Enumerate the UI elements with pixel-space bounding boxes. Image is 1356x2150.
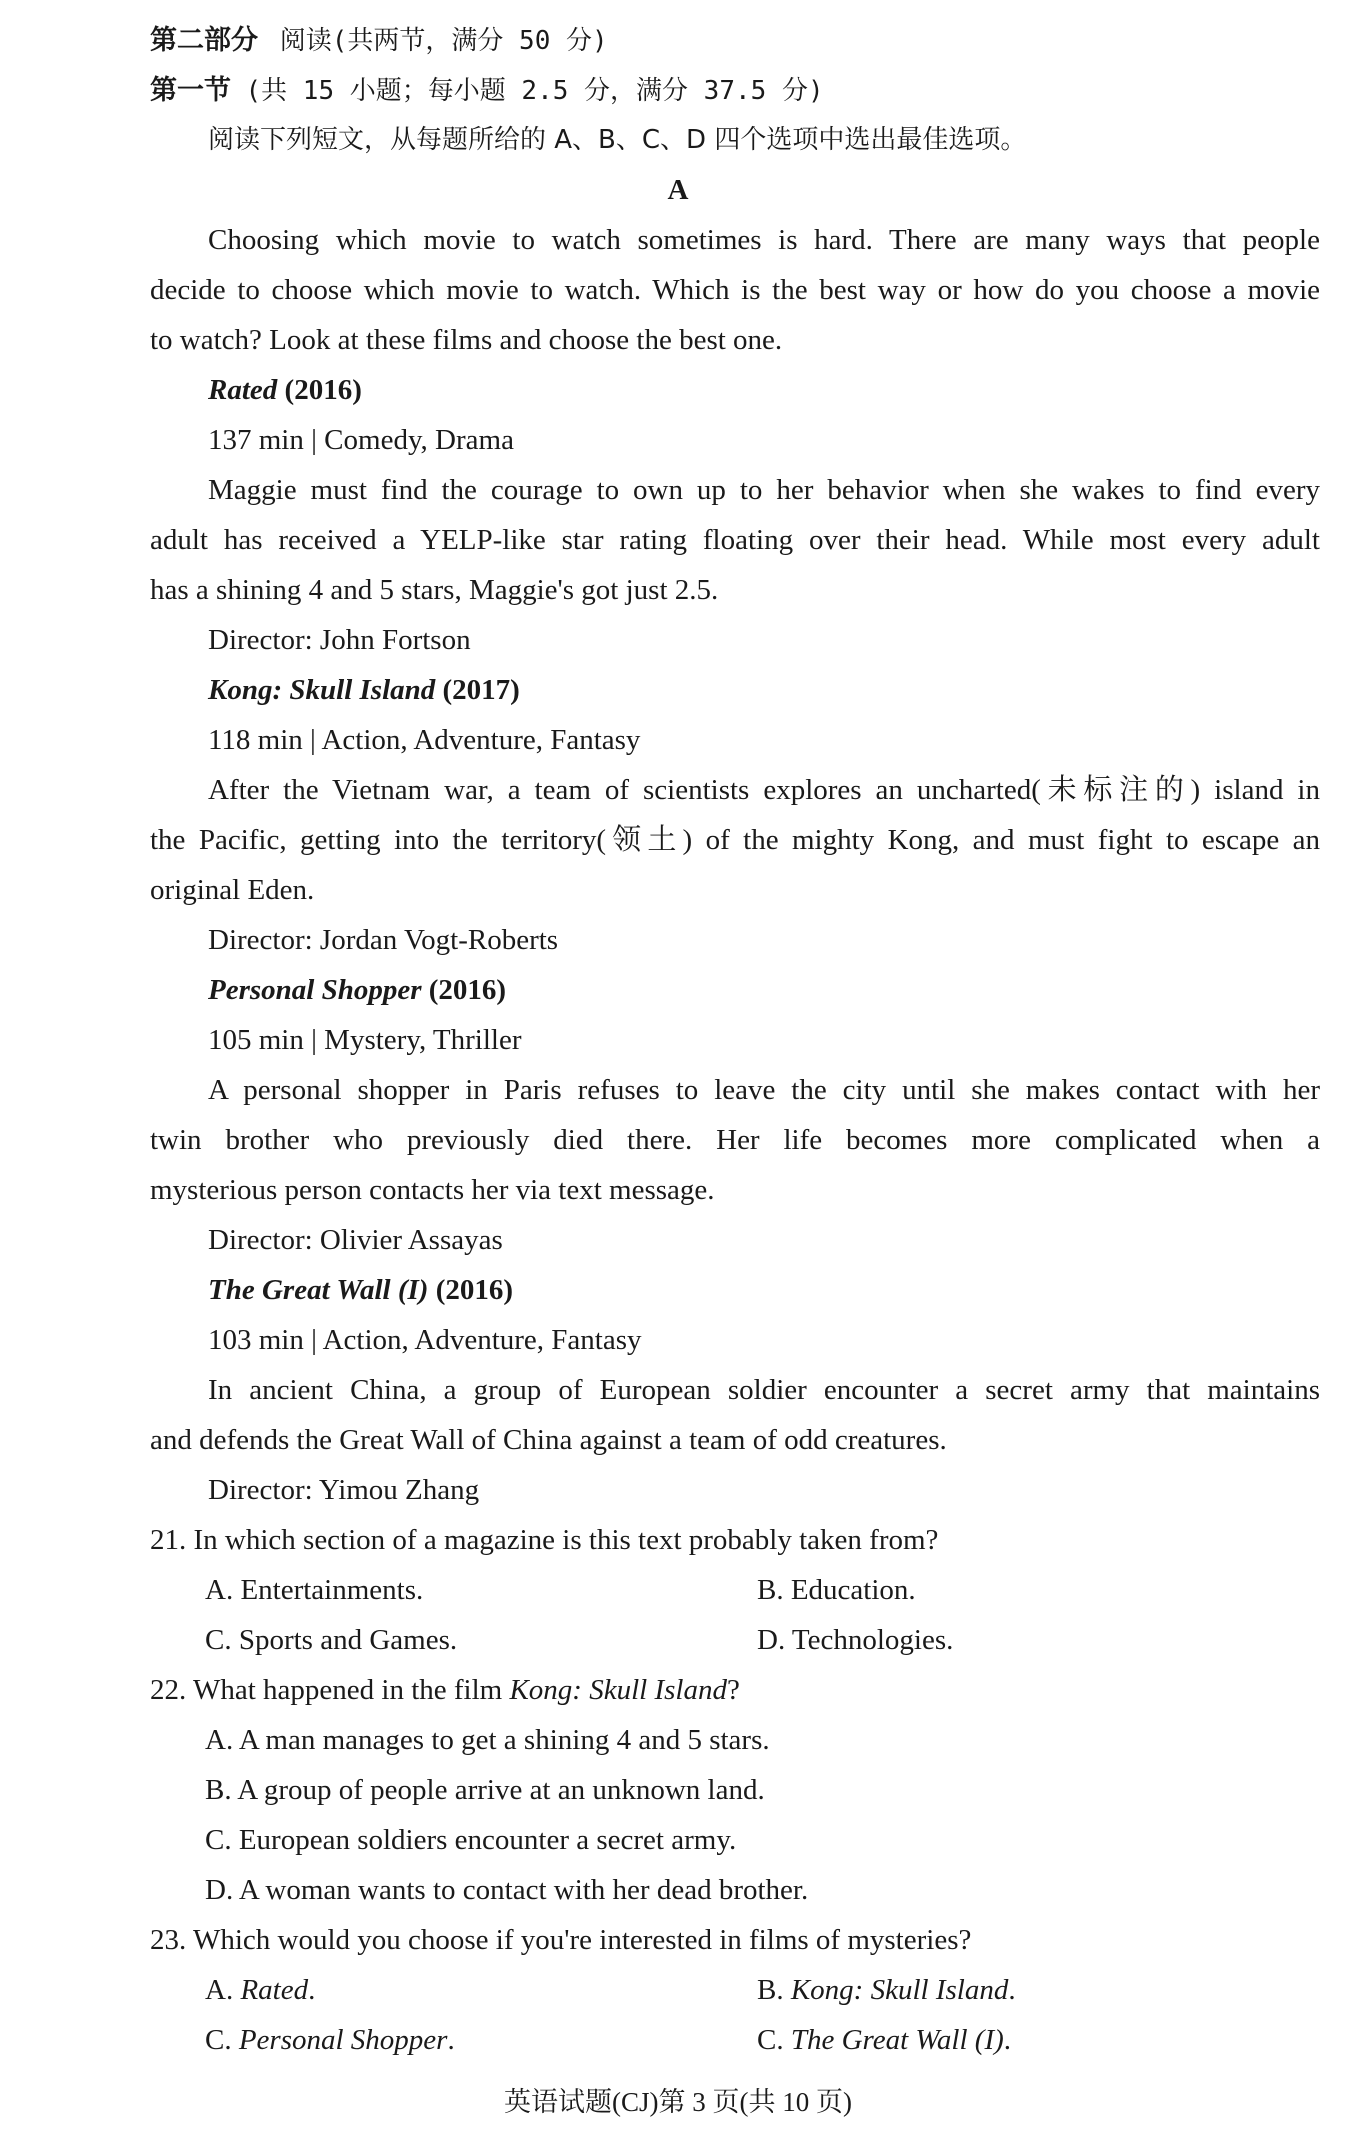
film-director: Director: Jordan Vogt-Roberts: [208, 924, 559, 956]
option-letter: A.: [205, 1974, 241, 2006]
option-letter: C.: [205, 2024, 239, 2056]
film-director: Director: Olivier Assayas: [208, 1224, 503, 1256]
film-title: Personal Shopper: [208, 974, 422, 1006]
film-title: Rated: [208, 374, 278, 406]
film-desc: In ancient China, a group of European soldier encounter a secret army that maintains: [208, 1374, 1320, 1406]
option-end: .: [447, 2024, 455, 2056]
film-desc: has a shining 4 and 5 stars, Maggie's got just 2.5.: [150, 574, 719, 606]
film-desc: and defends the Great Wall of China against a team of odd creatures.: [150, 1424, 947, 1456]
film-title: Kong: Skull Island: [208, 674, 436, 706]
film-title-line: [208, 965, 1320, 1015]
film-title-line: [208, 665, 1320, 715]
answer-option[interactable]: B. Education.: [757, 1574, 916, 1606]
film-meta: 105 min | Mystery, Thriller: [208, 1024, 522, 1056]
answer-option[interactable]: C. Sports and Games.: [205, 1624, 458, 1656]
part-subtitle: 阅读(共两节，满分 50 分): [279, 26, 608, 56]
section-heading: [150, 65, 1320, 115]
film-desc: mysterious person contacts her via text message.: [150, 1174, 715, 1206]
option-end: .: [1003, 2024, 1012, 2056]
answer-option[interactable]: B. A group of people arrive at an unknown land.: [205, 1774, 765, 1806]
film-desc: the Pacific, getting into the territory(领土) of the mighty Kong, and must fight to escape an: [150, 824, 1320, 856]
option-letter: B.: [757, 1974, 791, 2006]
section-title: 第一节: [150, 75, 231, 106]
film-desc: twin brother who previously died there. Her life becomes more complicated when a: [150, 1124, 1320, 1156]
answer-option[interactable]: C. European soldiers encounter a secret army.: [205, 1824, 737, 1856]
intro-line: decide to choose which movie to watch. Which is the best way or how do you choose a movie: [150, 274, 1320, 306]
question-stem-end: ?: [726, 1674, 740, 1706]
question-stem-text: 22. What happened in the film: [150, 1674, 510, 1706]
film-desc: After the Vietnam war, a team of scientists explores an uncharted(未标注的) island in: [208, 774, 1320, 806]
answer-option[interactable]: A. Entertainments.: [205, 1574, 424, 1606]
question-stem: 23. Which would you choose if you're interested in films of mysteries?: [150, 1924, 972, 1956]
section-subtitle: (共 15 小题；每小题 2.5 分，满分 37.5 分): [245, 76, 824, 106]
passage-label: A: [667, 174, 689, 206]
option-text: Kong: Skull Island: [790, 1974, 1009, 2006]
film-meta: 103 min | Action, Adventure, Fantasy: [208, 1324, 642, 1356]
part-heading: [150, 15, 1320, 65]
film-title-line: [208, 365, 1320, 415]
page-footer: 英语试题(CJ)第 3 页(共 10 页): [504, 2087, 852, 2117]
film-director: Director: Yimou Zhang: [208, 1474, 480, 1506]
answer-option[interactable]: D. Technologies.: [757, 1624, 954, 1656]
film-year: (2017): [442, 674, 520, 706]
film-desc: Maggie must find the courage to own up to her behavior when she wakes to find every: [208, 474, 1320, 506]
question-stem-film: Kong: Skull Island: [509, 1674, 727, 1706]
answer-option[interactable]: [205, 1965, 315, 2015]
answer-option[interactable]: D. A woman wants to contact with her dead brother.: [205, 1874, 809, 1906]
film-desc: original Eden.: [150, 874, 315, 906]
film-director: Director: John Fortson: [208, 624, 471, 656]
option-text: Personal Shopper: [238, 2024, 448, 2056]
question-stem: [150, 1665, 1320, 1715]
intro-line: to watch? Look at these films and choose the best one.: [150, 324, 783, 356]
film-year: (2016): [284, 374, 362, 406]
film-year: (2016): [428, 974, 507, 1006]
film-meta: 137 min | Comedy, Drama: [208, 424, 514, 456]
option-end: .: [308, 1974, 316, 2006]
instruction: 阅读下列短文，从每题所给的 A、B、C、D 四个选项中选出最佳选项。: [208, 125, 1027, 155]
question-stem: 21. In which section of a magazine is this text probably taken from?: [150, 1524, 939, 1556]
film-desc: adult has received a YELP-like star rating floating over their head. While most every adult: [150, 524, 1320, 556]
answer-option[interactable]: A. A man manages to get a shining 4 and 5 stars.: [205, 1724, 770, 1756]
film-desc: A personal shopper in Paris refuses to leave the city until she makes contact with her: [208, 1074, 1320, 1106]
part-title: 第二部分: [150, 25, 258, 56]
answer-option[interactable]: [205, 2015, 455, 2065]
option-end: .: [1008, 1974, 1016, 2006]
film-title: The Great Wall (I): [208, 1274, 429, 1306]
answer-option[interactable]: [757, 1965, 1016, 2015]
option-letter: C.: [757, 2024, 791, 2056]
film-title-line: [208, 1265, 1320, 1315]
option-text: Rated: [240, 1974, 309, 2006]
option-text: The Great Wall (I): [790, 2024, 1004, 2056]
answer-option[interactable]: [757, 2015, 1011, 2065]
film-meta: 118 min | Action, Adventure, Fantasy: [208, 724, 641, 756]
film-year: (2016): [435, 1274, 514, 1306]
intro-line: Choosing which movie to watch sometimes is hard. There are many ways that people: [208, 224, 1320, 256]
